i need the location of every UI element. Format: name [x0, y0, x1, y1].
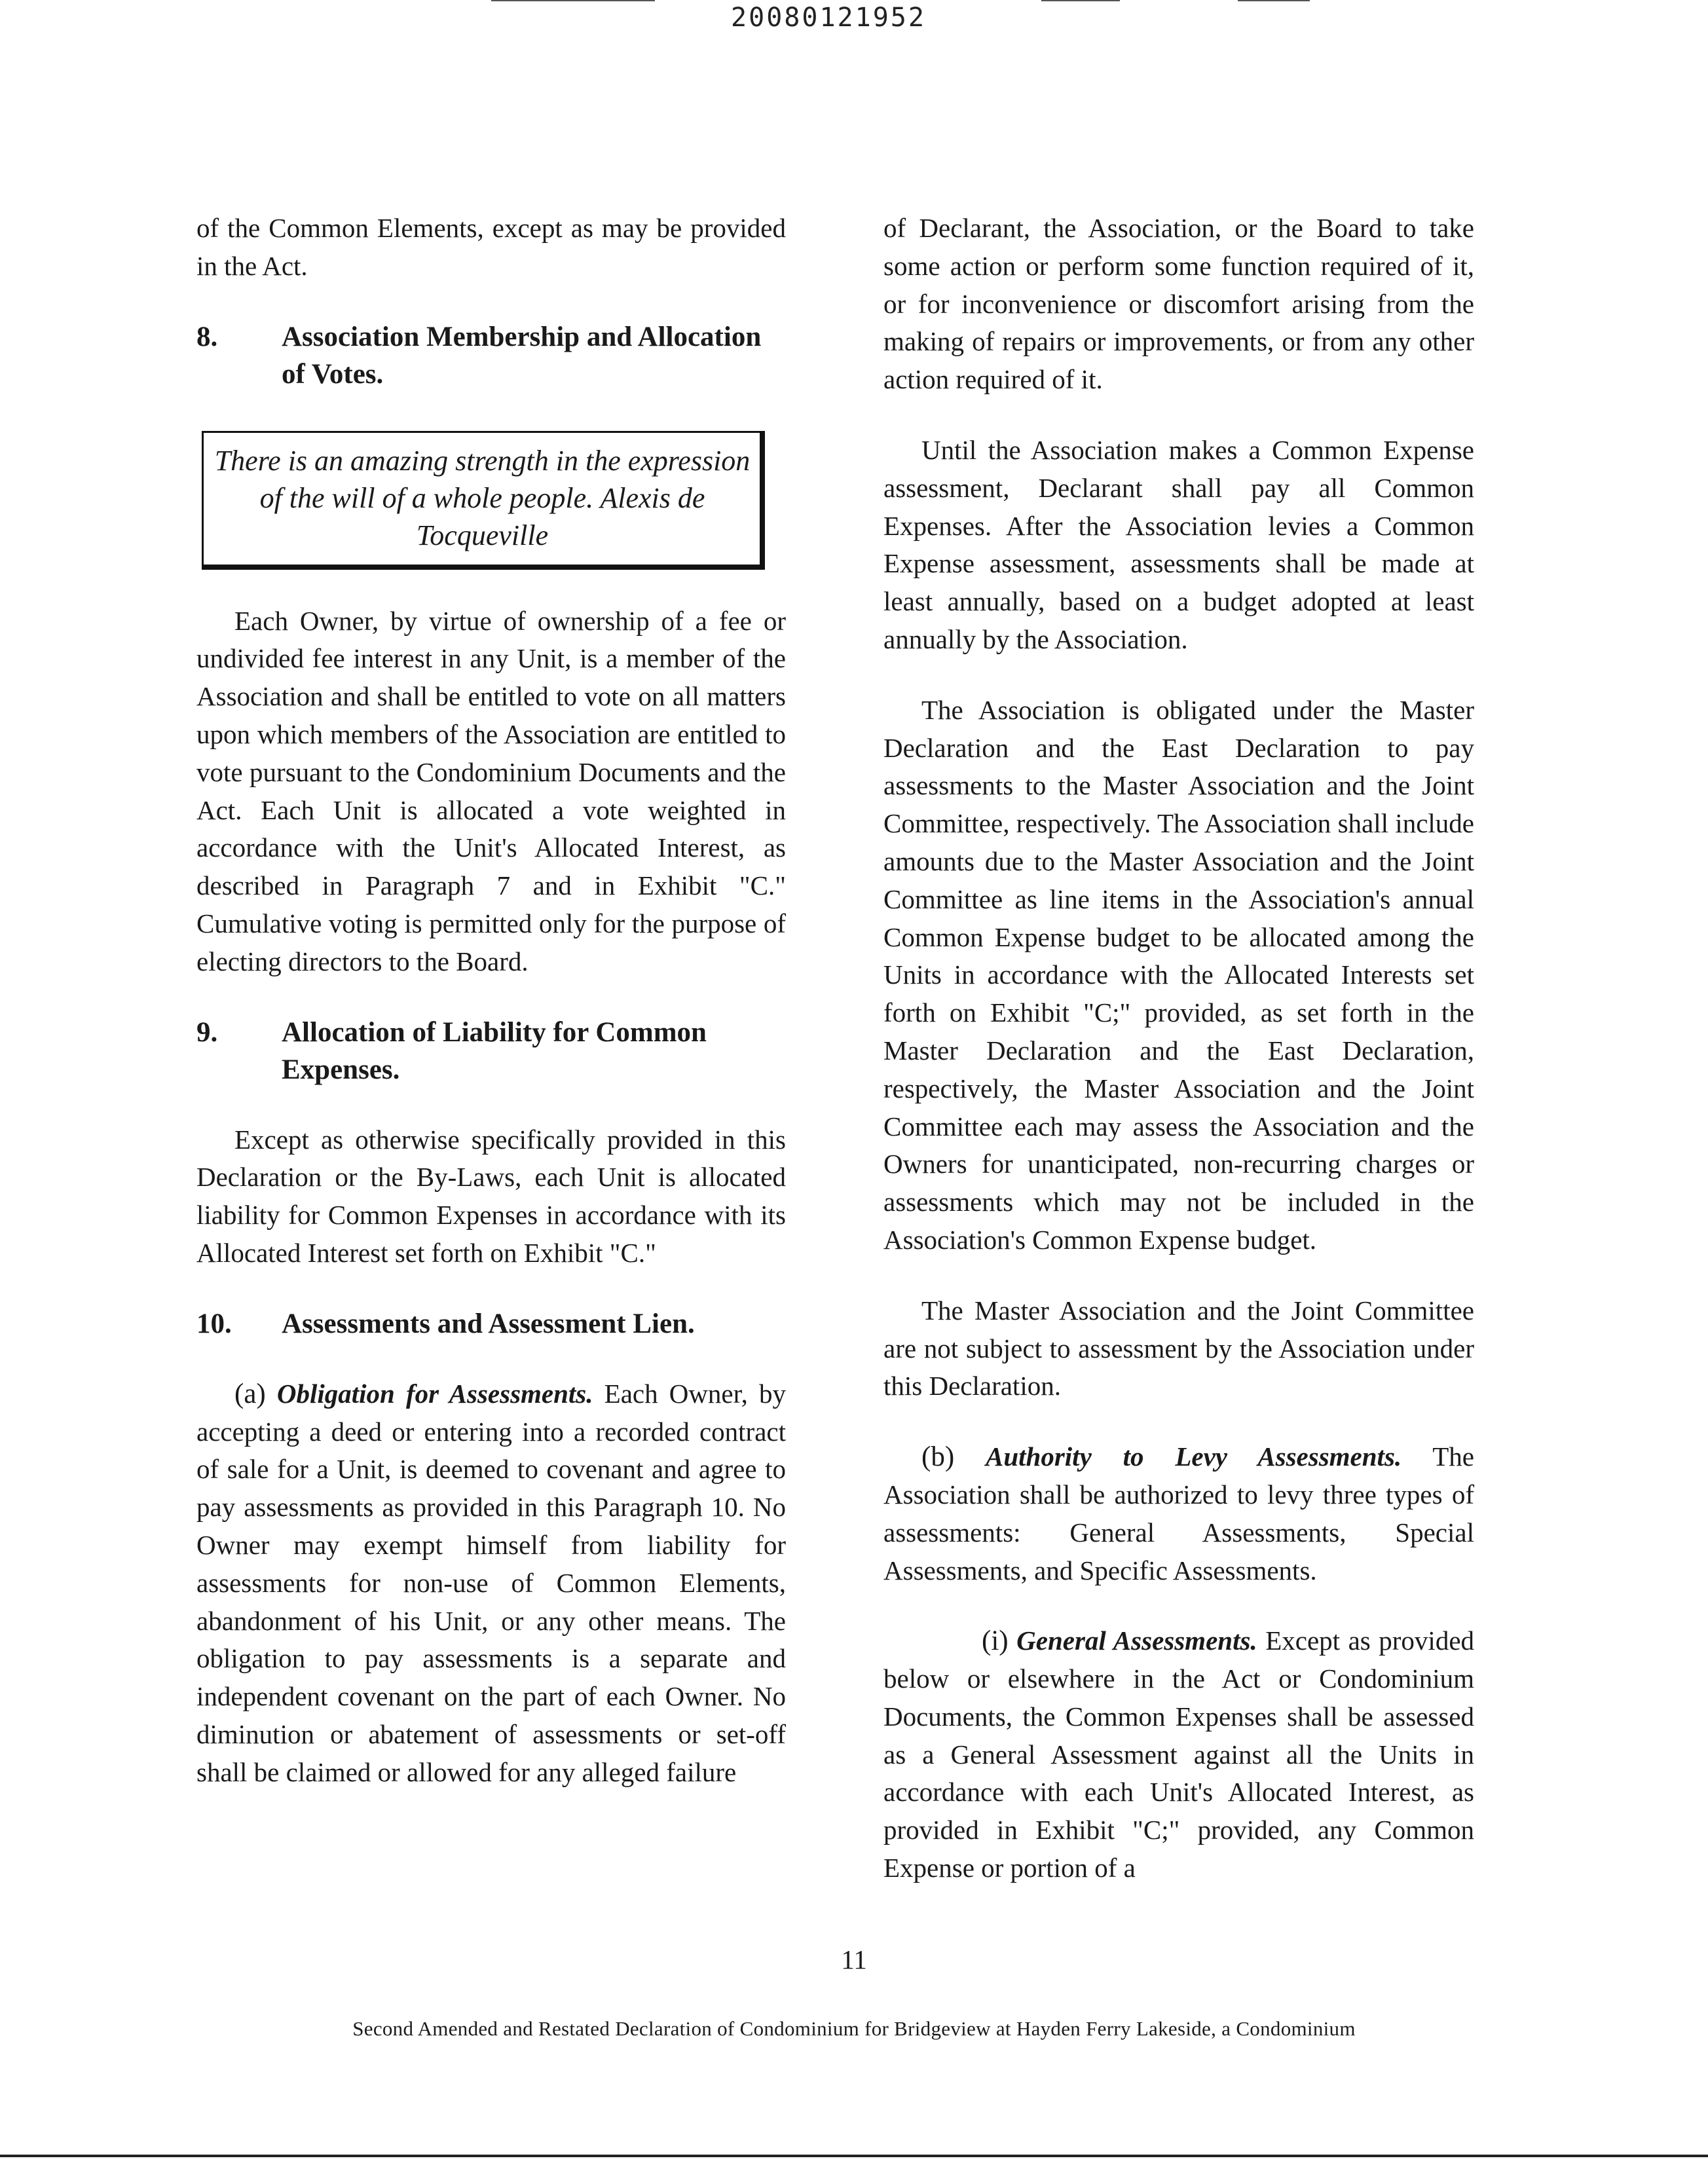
section-9-body: Except as otherwise specifically provided in this Declaration or the By-Laws, each Unit is allocated liability for Common Expenses in accordance with its Allocated Interest set forth on Exhibit "C.": [196, 1124, 786, 1268]
right-column: [883, 210, 1474, 1887]
subsection-b-paragraph: [883, 1438, 1474, 1589]
page-number: 11: [841, 1944, 867, 1974]
subsection-b-title: Authority to Levy Assessments.: [985, 1441, 1402, 1472]
top-rule-right: [1041, 0, 1120, 1]
left-continuation-paragraph: of the Common Elements, except as may be provided in the Act.: [196, 213, 786, 281]
section-8-title: Association Membership and Allocation of Votes.: [282, 321, 762, 390]
subsection-b-label: (b): [921, 1441, 955, 1473]
top-rule-far-right: [1238, 0, 1310, 1]
right-continuation-paragraph: of Declarant, the Association, or the Board to take some action or perform some function required of it, or for inconvenience or discomfort arising from the making of repairs or improvements, or from any other action required of it.: [883, 213, 1474, 395]
section-8-body: Each Owner, by virtue of ownership of a fee or undivided fee interest in any Unit, is a member of the Association and shall be entitled to vote on all matters upon which members of the Association are entitled to vote pursuant to the Condominium Documents and the Act. Each Unit is allocated a vote weighted in accordance with the Unit's Allocated Interest, as described in Paragraph 7 and in Exhibit "C." Cumulative voting is permitted only for the purpose of electing directors to the Board.: [196, 605, 786, 976]
section-9-title: Allocation of Liability for Common Expenses.: [282, 1016, 707, 1085]
quote-box: [202, 431, 765, 570]
recording-number: 20080121952: [731, 3, 926, 33]
document-footer: Second Amended and Restated Declaration of Condominium for Bridgeview at Hayden Ferry Lakeside, a Condominium: [352, 2017, 1356, 2040]
subsection-b-body: The Association shall be authorized to levy three types of assessments: General Assessments, Special Assessments, and Specific Assessments.: [883, 1441, 1475, 1585]
top-rule-left: [491, 0, 655, 1]
subsection-a-title: Obligation for Assessments.: [276, 1378, 593, 1409]
section-10-heading: [196, 1305, 786, 1343]
section-10-title: Assessments and Assessment Lien.: [282, 1308, 695, 1339]
section-10-number: 10.: [196, 1308, 232, 1339]
not-subject-paragraph: The Master Association and the Joint Committee are not subject to assessment by the Association under this Declaration.: [883, 1295, 1474, 1401]
bottom-border-line: [0, 2155, 1708, 2157]
subsection-i-title: General Assessments.: [1016, 1625, 1257, 1656]
section-9-heading: [196, 1014, 786, 1088]
section-9-number: 9.: [196, 1016, 218, 1048]
section-8-number: 8.: [196, 321, 218, 352]
left-column: [196, 210, 786, 1792]
subsection-i-body: Except as provided below or elsewhere in the Act or Condominium Documents, the Common Expenses shall be assessed as a General Assessment against all the Units in accordance with each Unit's Allocated Interest, as provided in Exhibit "C;" provided, any Common Expense or portion of a: [883, 1625, 1475, 1883]
quote-author: Alexis de Tocqueville: [416, 481, 705, 551]
subsection-a-label: (a): [234, 1378, 266, 1409]
subsection-i-paragraph: [883, 1622, 1474, 1887]
subsection-a-body: Each Owner, by accepting a deed or entering into a recorded contract of sale for a Unit, is deemed to covenant and agree to pay assessments as provided in this Paragraph 10. No Owner may exempt himself from liability for assessments for non-use of Common Elements, abandonment of his Unit, or any other means. The obligation to pay assessments is a separate and independent covenant on the part of each Owner. No diminution or abatement of assessments or set-off shall be claimed or allowed for any alleged failure: [196, 1378, 787, 1787]
subsection-a-paragraph: [196, 1375, 786, 1792]
common-expense-paragraph: Until the Association makes a Common Expense assessment, Declarant shall pay all Common Expenses. After the Association levies a Common Expense assessment, assessments shall be made at least annually, based on a budget adopted at least annually by the Association.: [883, 434, 1474, 654]
subsection-i-label: (i): [982, 1625, 1009, 1657]
master-association-paragraph: The Association is obligated under the Master Declaration and the East Declaration to pay assessments to the Master Association and the Joint Committee, respectively. The Association shall include amounts due to the Master Association and the Joint Committee as line items in the Association's annual Common Expense budget to be allocated among the Units in accordance with the Allocated Interests set forth on Exhibit "C;" provided, as set forth in the Master Declaration and the East Declaration, respectively, the Master Association and the Joint Committee each may assess the Association and the Owners for unanticipated, non-recurring charges or assessments which may not be included in the Association's Common Expense budget.: [883, 694, 1474, 1255]
section-8-heading: [196, 318, 786, 393]
quote-text: There is an amazing strength in the expression of the will of a whole people.: [214, 444, 751, 514]
